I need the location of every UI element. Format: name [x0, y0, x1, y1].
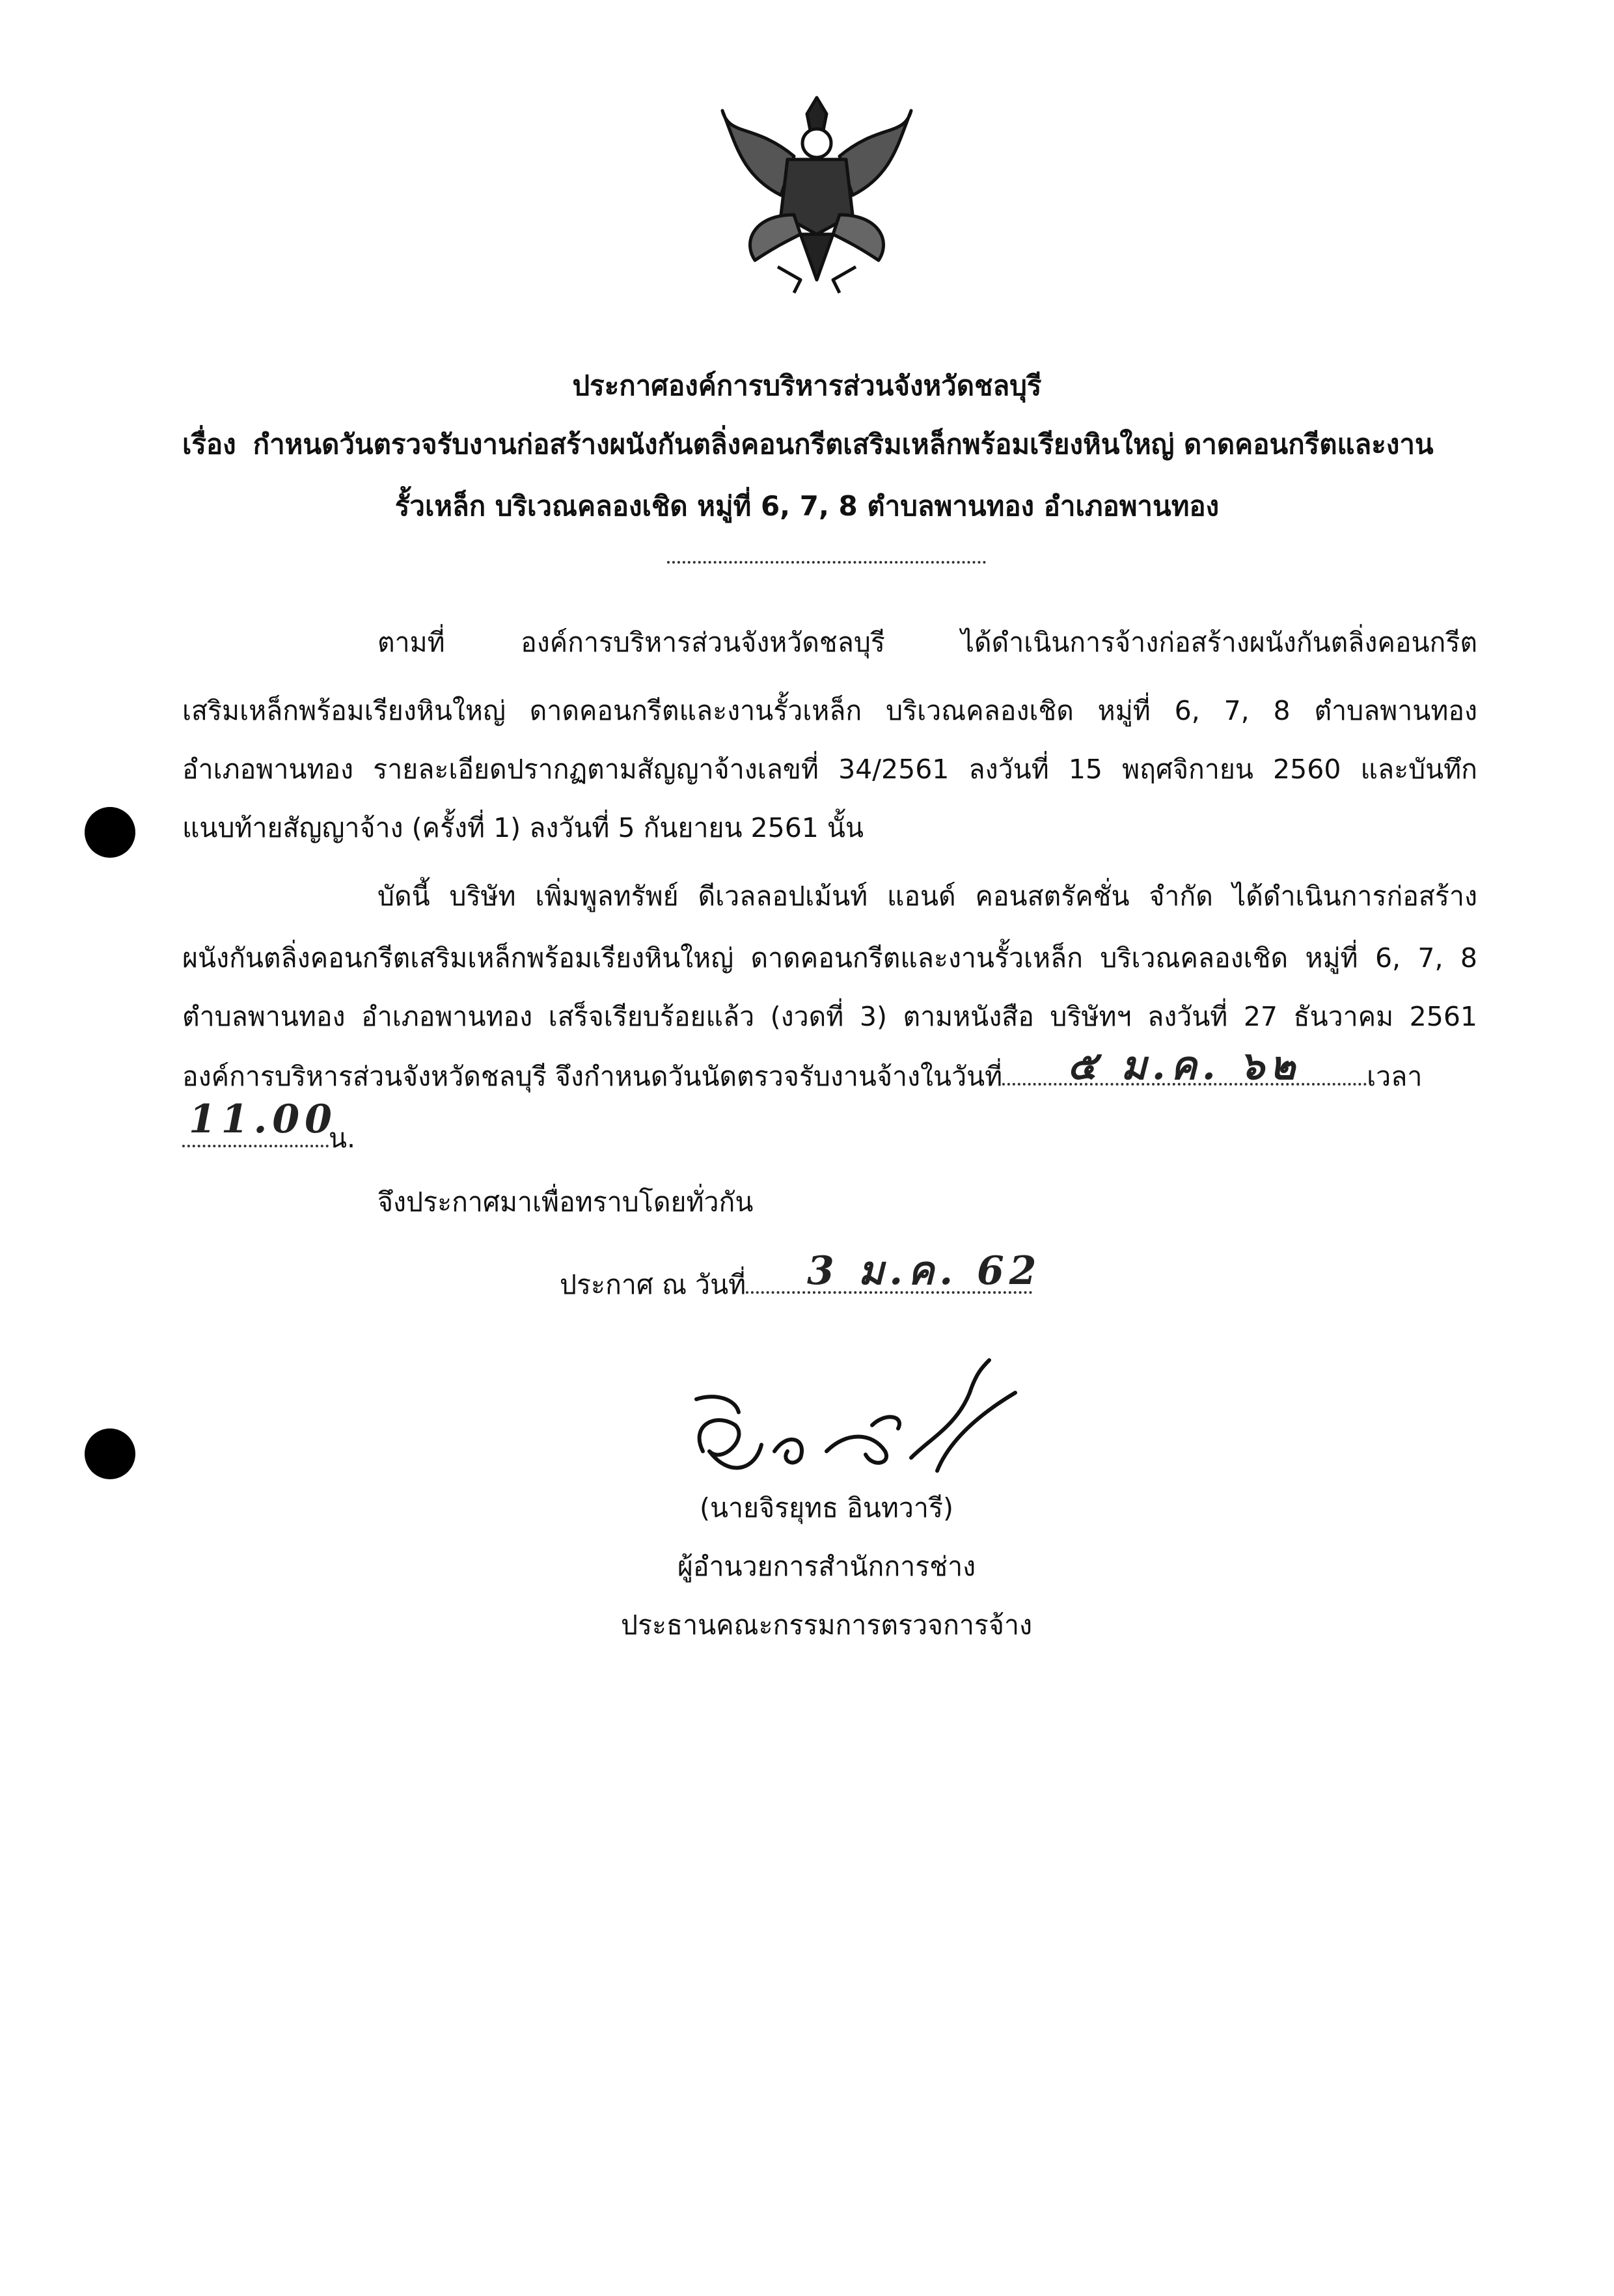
p1-line-2: เสริมเหล็กพร้อมเรียงหินใหญ่ ดาดคอนกรีตและงานรั้วเหล็ก บริเวณคลองเชิด หมู่ที่ 6, 7, 8 ตำบลพานทอง	[182, 695, 1477, 726]
garuda-emblem	[716, 85, 918, 299]
signatory-role: ประธานคณะกรรมการตรวจการจ้าง	[620, 1609, 1033, 1641]
subject-text-1: กำหนดวันตรวจรับงานก่อสร้างผนังกันตลิ่งคอนกรีตเสริมเหล็กพร้อมเรียงหินใหญ่ ดาดคอนกรีตและงาน	[253, 428, 1434, 460]
closing-statement: จึงประกาศมาเพื่อทราบโดยทั่วกัน	[377, 1186, 754, 1218]
punch-hole-top	[85, 807, 135, 858]
punch-hole-bottom	[85, 1428, 135, 1479]
inspection-time-handwritten: 11.00	[189, 1097, 337, 1142]
inspection-date-handwritten: ๕ ม.ค. ๖๒	[1067, 1043, 1301, 1089]
p1-line-1: ตามที่ องค์การบริหารส่วนจังหวัดชลบุรี ได้ดำเนินการจ้างก่อสร้างผนังกันตลิ่งคอนกรีต	[377, 627, 1477, 658]
time-suffix: น.	[329, 1123, 356, 1154]
p2-line-3: ตำบลพานทอง อำเภอพานทอง เสร็จเรียบร้อยแล้ว (งวดที่ 3) ตามหนังสือ บริษัทฯ ลงวันที่ 27 ธันวาคม 2561	[182, 1001, 1477, 1032]
subject-line-1	[182, 423, 1434, 466]
subject-label: เรื่อง	[182, 428, 236, 460]
signatory-position: ผู้อำนวยการสำนักการช่าง	[677, 1551, 976, 1582]
time-label: เวลา	[1367, 1061, 1423, 1092]
heading-divider	[667, 561, 986, 564]
schedule-text: องค์การบริหารส่วนจังหวัดชลบุรี จึงกำหนดวันนัดตรวจรับงานจ้างในวันที่	[182, 1061, 1003, 1092]
announce-label: ประกาศ ณ วันที่	[560, 1269, 746, 1300]
signatory-name: (นายจิรยุทธ อินทวารี)	[700, 1492, 953, 1524]
subject-line-2: รั้วเหล็ก บริเวณคลองเชิด หมู่ที่ 6, 7, 8 ตำบลพานทอง อำเภอพานทอง	[394, 490, 1220, 522]
announce-date-handwritten: 3 ม.ค. 62	[807, 1248, 1042, 1294]
p2-line-1: บัดนี้ บริษัท เพิ่มพูลทรัพย์ ดีเวลลอปเม้นท์ แอนด์ คอนสตรัคชั่น จำกัด ได้ดำเนินการก่อสร้าง	[377, 881, 1477, 912]
announcement-title: ประกาศองค์การบริหารส่วนจังหวัดชลบุรี	[572, 370, 1042, 402]
handwritten-signature	[677, 1354, 1028, 1497]
p2-line-2: ผนังกันตลิ่งคอนกรีตเสริมเหล็กพร้อมเรียงหินใหญ่ ดาดคอนกรีตและงานรั้วเหล็ก บริเวณคลองเชิด หมู่ที่ 6, 7, 8	[182, 942, 1477, 974]
p1-line-4: แนบท้ายสัญญาจ้าง (ครั้งที่ 1) ลงวันที่ 5 กันยายน 2561 นั้น	[182, 812, 864, 843]
p1-line-3: อำเภอพานทอง รายละเอียดปรากฏตามสัญญาจ้างเลขที่ 34/2561 ลงวันที่ 15 พฤศจิกายน 2560 และบันทึก	[182, 754, 1477, 785]
